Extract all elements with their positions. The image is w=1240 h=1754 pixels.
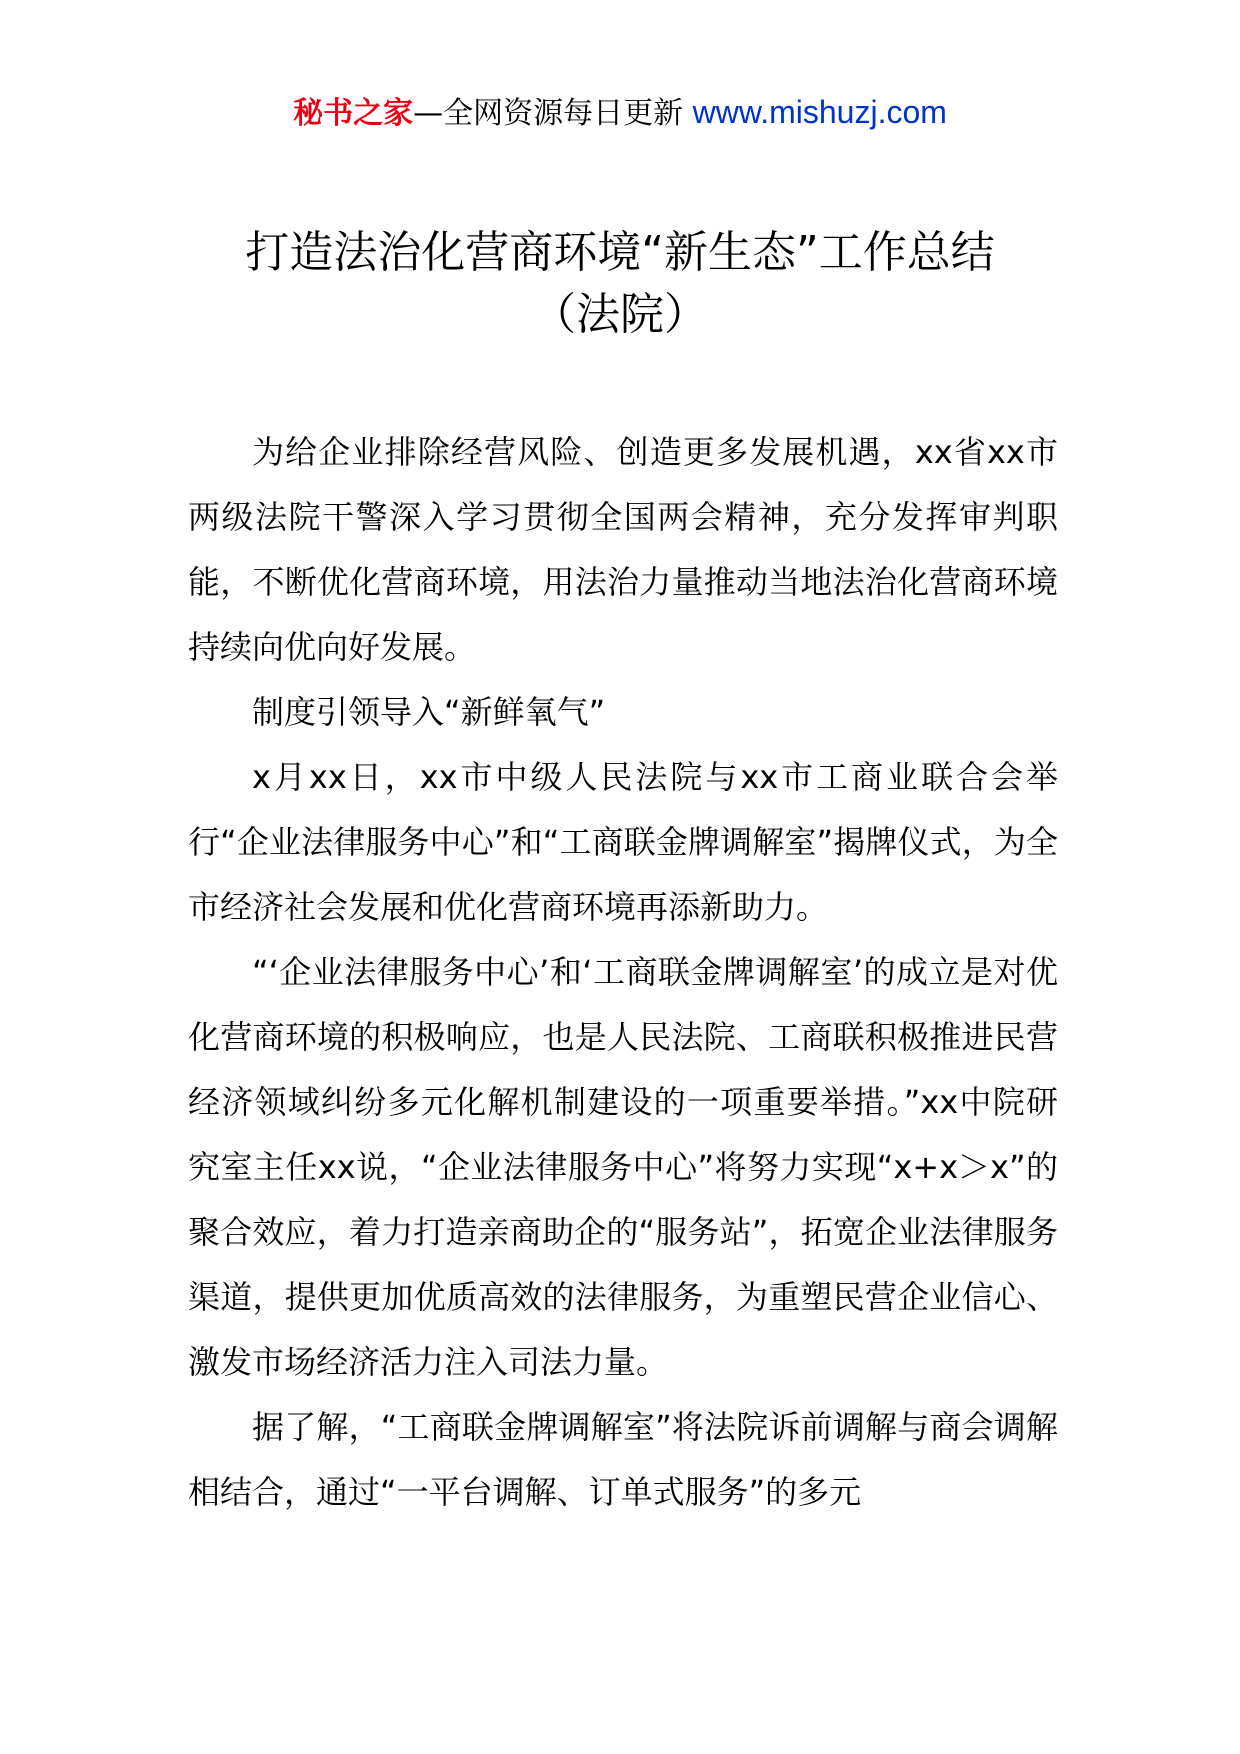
body-paragraph: 为给企业排除经营风险、创造更多发展机遇，xx省xx市两级法院干警深入学习贯彻全国两会精神，充分发挥审判职能，不断优化营商环境，用法治力量推动当地法治化营商环境持续向优向好发展。 xyxy=(188,433,1058,666)
site-url-link[interactable]: www.mishuzj.com xyxy=(692,94,947,130)
brand-name: 秘书之家 xyxy=(293,96,414,131)
body-paragraph: 据了解，“工商联金牌调解室”将法院诉前调解与商会调解相结合，通过“一平台调解、订单式服务”的多元 xyxy=(188,1408,1058,1511)
document-title xyxy=(0,222,1240,346)
body-paragraph: “‘企业法律服务中心’和‘工商联金牌调解室’的成立是对优化营商环境的积极响应，也是人民法院、工商联积极推进民营经济领域纠纷多元化解机制建设的一项重要举措。”xx中院研究室主任xx说，“企业法律服务中心”将努力实现“x+x＞x”的聚合效应，着力打造亲商助企的“服务站”，拓宽企业法律服务渠道，提供更加优质高效的法律服务，为重塑民营企业信心、激发市场经济活力注入司法力量。 xyxy=(188,953,1058,1381)
title-line-2: （法院） xyxy=(532,289,708,340)
section-heading: 制度引领导入“新鲜氧气” xyxy=(252,693,606,731)
document-body xyxy=(188,420,1058,1525)
header-slogan: —全网资源每日更新 xyxy=(413,96,684,131)
site-header xyxy=(0,92,1240,134)
body-paragraph: x月xx日，xx市中级人民法院与xx市工商业联合会举行“企业法律服务中心”和“工商联金牌调解室”揭牌仪式，为全市经济社会发展和优化营商环境再添新助力。 xyxy=(188,758,1058,926)
title-line-1: 打造法治化营商环境“新生态”工作总结 xyxy=(245,227,995,278)
